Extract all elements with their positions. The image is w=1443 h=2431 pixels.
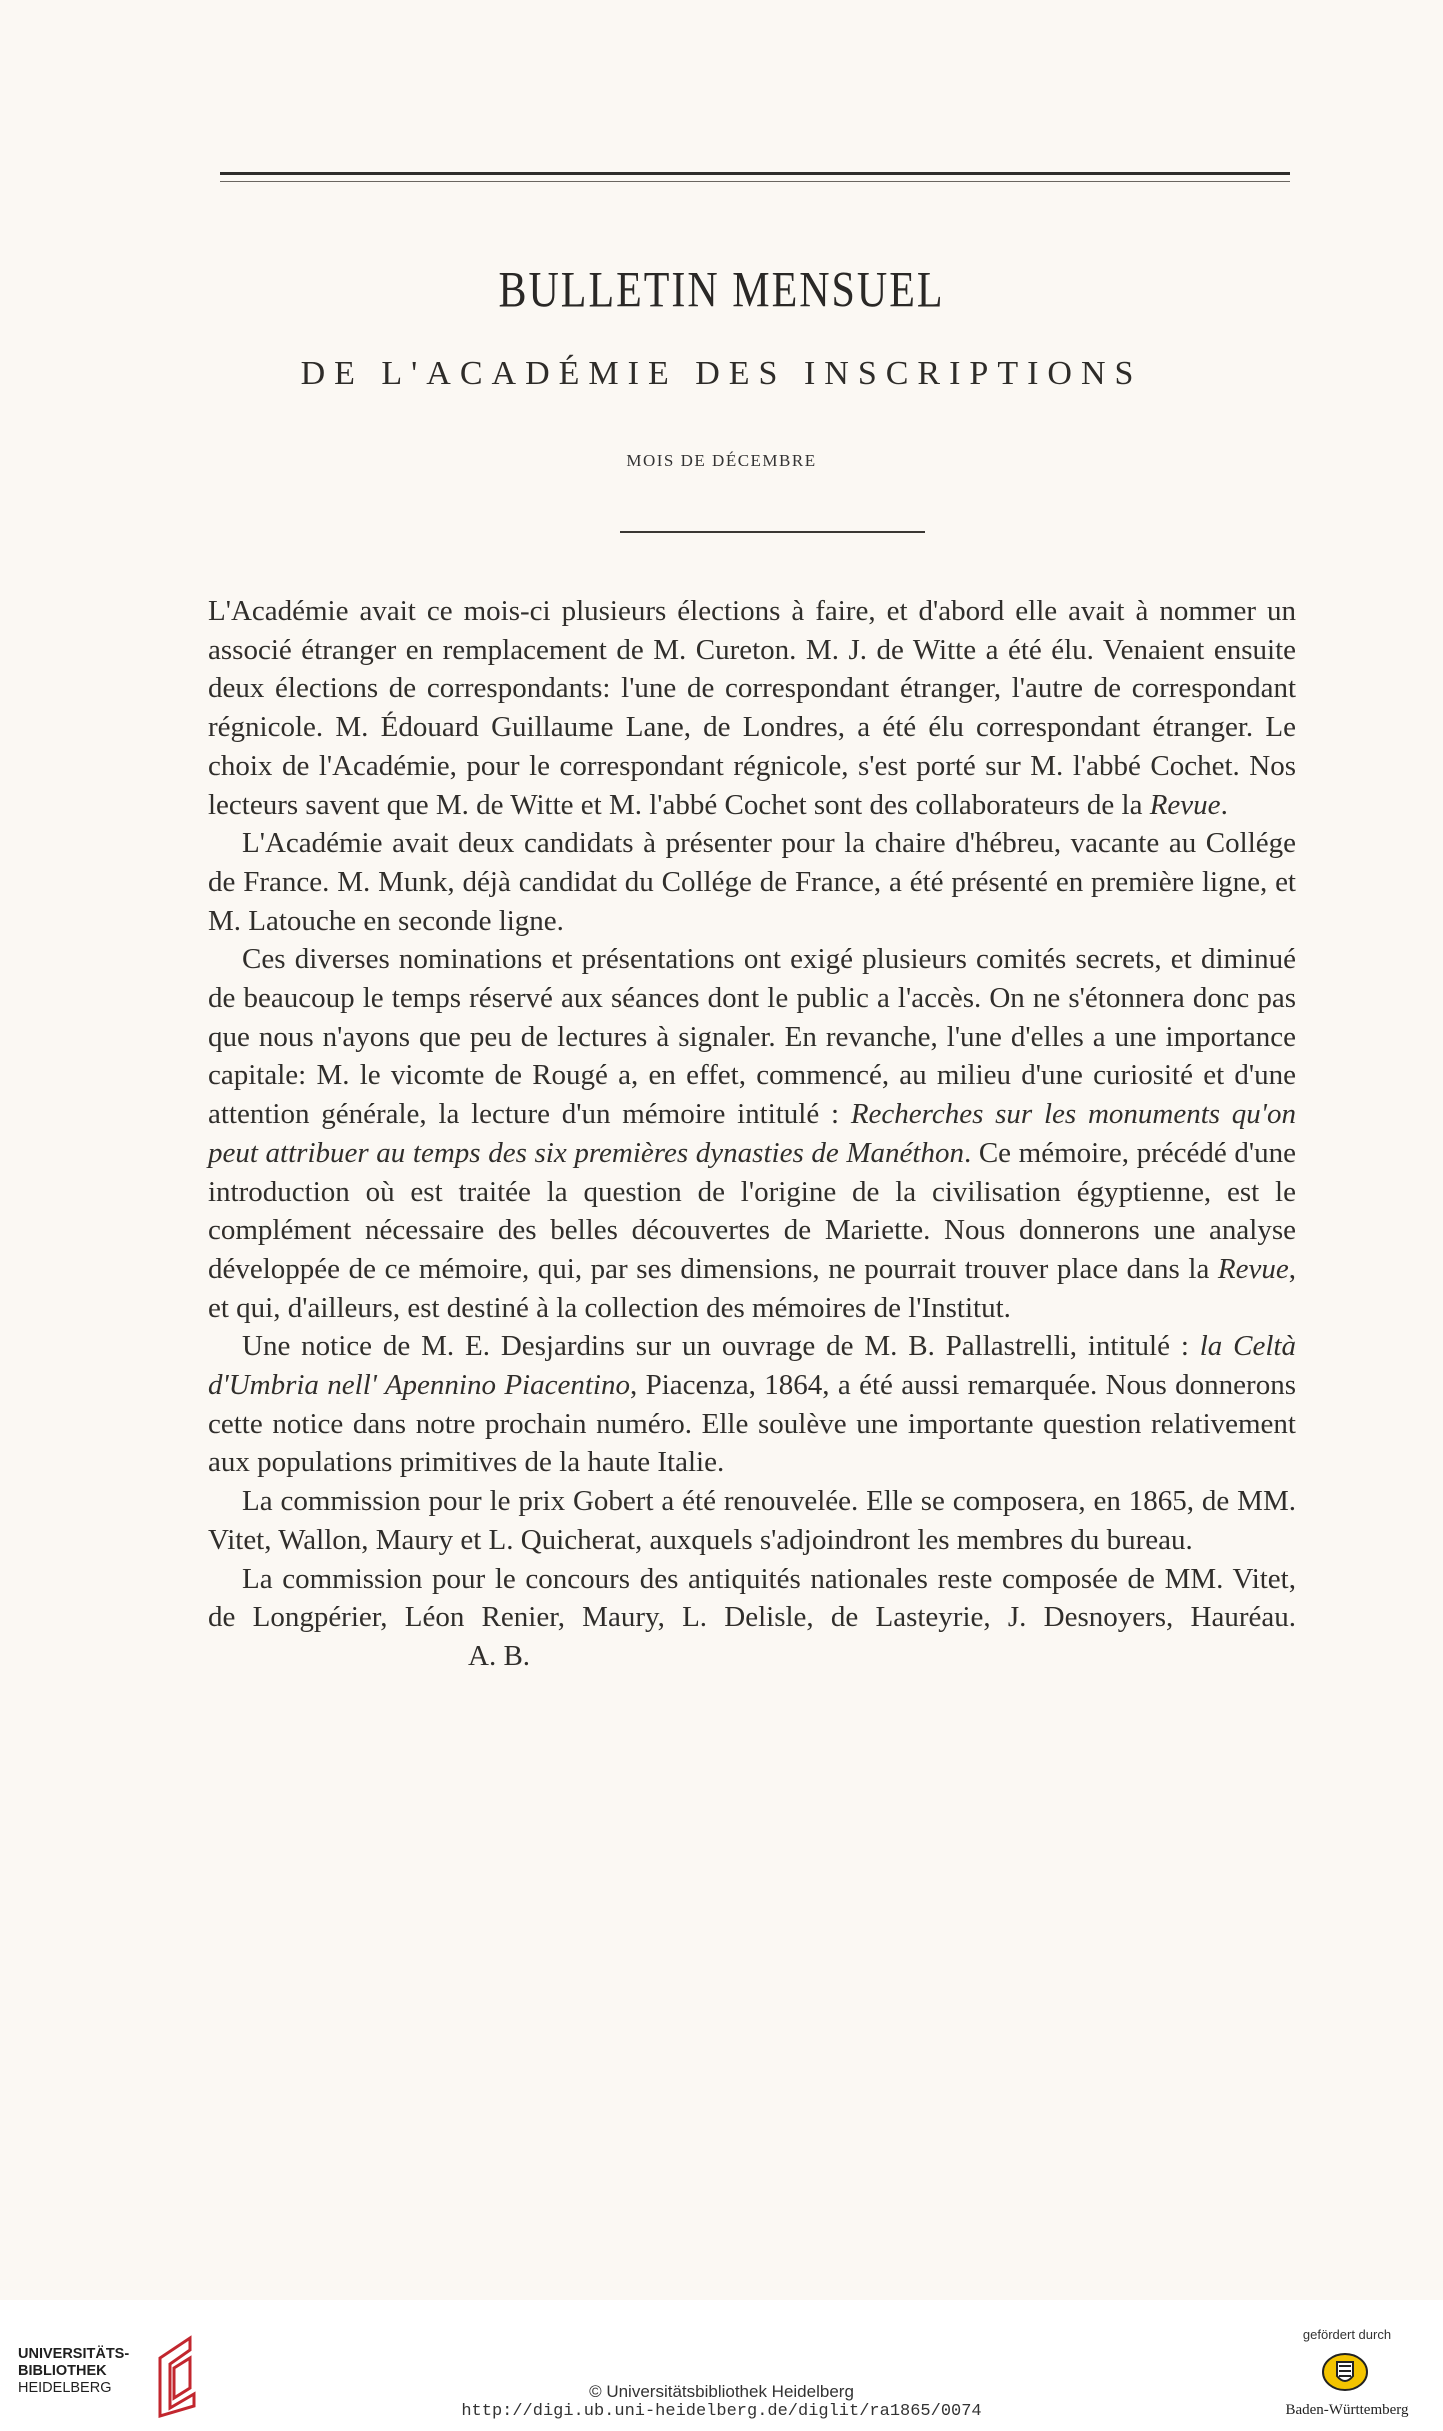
paragraph-3-rest-b: , et qui, d'ailleurs, est destiné à la collection des mémoires de l'Institut. bbox=[208, 1252, 1296, 1324]
memoir-title: Recherches sur les monuments qu'on peut attribuer au temps des six premières dynasties de Manéthon bbox=[208, 1098, 1296, 1169]
book-title: la Celtà d'Umbria nell' Apennino Piacentino bbox=[208, 1330, 1296, 1402]
paragraph-1 bbox=[208, 592, 1296, 824]
bulletin-subtitle: DE L'ACADÉMIE DES INSCRIPTIONS bbox=[300, 355, 1143, 392]
paragraph-5: La commission pour le prix Gobert a été renouvelée. Elle se composera, en 1865, de MM. Vitet, Wallon, Maury et L. Quicherat, auxquels s'adjoindront les membres du bureau. bbox=[208, 1485, 1296, 1556]
bulletin-month: MOIS DE DÉCEMBRE bbox=[626, 451, 817, 470]
top-rule-thin bbox=[220, 181, 1290, 182]
paragraph-6 bbox=[208, 1560, 1296, 1676]
paragraph-4-text: Une notice de M. E. Desjardins sur un ouvrage de M. B. Pallastrelli, intitulé : bbox=[242, 1330, 1200, 1363]
paragraph-3 bbox=[208, 940, 1296, 1327]
paragraph-1-end: . bbox=[1220, 788, 1228, 821]
paragraph-4 bbox=[208, 1327, 1296, 1482]
copyright-notice: © Universitätsbibliothek Heidelberg bbox=[589, 2382, 854, 2401]
top-rule bbox=[220, 172, 1290, 175]
paragraph-3-text: Ces diverses nominations et présentations ont exigé plusieurs comités secrets, et diminué de beaucoup le temps réservé aux séances dont le public a l'accès. On ne s'étonnera donc pas que nous n'ayons que peu de lectures à signaler. En revanche, l'une d'elles a une importance capitale: M. le vicomte de Rougé a, en effet, commencé, au milieu d'une curiosité et d'une attention générale, la lecture d'un mémoire intitulé : bbox=[208, 943, 1296, 1131]
library-line-2: BIBLIOTHEK bbox=[18, 2363, 107, 2379]
paragraph-4-rest: , Piacenza, 1864, a été aussi remarquée. Nous donnerons cette notice dans notre prochain numéro. Elle soulève une importante question relativement aux populations primitives de la haute Italie. bbox=[208, 1369, 1296, 1479]
section-rule bbox=[620, 531, 925, 533]
sponsor-label: gefördert durch bbox=[1302, 2327, 1392, 2342]
paragraph-3-italic-revue: Revue bbox=[1217, 1252, 1289, 1285]
source-url[interactable]: http://digi.ub.uni-heidelberg.de/diglit/ra1865/0074 bbox=[461, 2402, 982, 2421]
paragraph-3-rest-a: . Ce mémoire, précédé d'une introduction où est traitée la question de l'origine de la civilisation égyptienne, est le complément nécessaire des belles découvertes de Mariette. Nous donnerons une analyse développée de ce mémoire, qui, par ses dimensions, ne pourrait trouver place dans la bbox=[208, 1136, 1296, 1285]
bulletin-title: BULLETIN MENSUEL bbox=[498, 263, 945, 319]
coat-of-arms-icon bbox=[1320, 2352, 1370, 2392]
signature: A. B. bbox=[468, 1639, 531, 1672]
paragraph-6-text: La commission pour le concours des antiquités nationales reste composée de MM. Vitet, de Longpérier, Léon Renier, Maury, L. Delisle, de Lasteyrie, J. Desnoyers, Hauréau. bbox=[208, 1562, 1296, 1634]
paragraph-1-text: L'Académie avait ce mois-ci plusieurs élections à faire, et d'abord elle avait à nommer un associé étranger en remplacement de M. Cureton. M. J. de Witte a été élu. Venaient ensuite deux élections de correspondants: l'une de correspondant étranger, l'autre de correspondant régnicole. M. Édouard Guillaume Lane, de Londres, a été élu correspondant étranger. Le choix de l'Académie, pour le correspondant régnicole, s'est porté sur M. l'abbé Cochet. Nos lecteurs savent que M. de Witte et M. l'abbé Cochet sont des collaborateurs de la bbox=[208, 595, 1296, 821]
sponsor-name: Baden-Württemberg bbox=[1285, 2402, 1409, 2418]
article-body bbox=[208, 592, 1296, 1676]
library-line-3: HEIDELBERG bbox=[18, 2380, 112, 2396]
library-line-1: UNIVERSITÄTS- bbox=[18, 2346, 130, 2362]
paragraph-1-italic: Revue bbox=[1149, 788, 1221, 821]
paragraph-2: L'Académie avait deux candidats à présenter pour la chaire d'hébreu, vacante au Collége de France. M. Munk, déjà candidat du Collége de France, a été présenté en première ligne, et M. Latouche en seconde ligne. bbox=[208, 827, 1296, 937]
